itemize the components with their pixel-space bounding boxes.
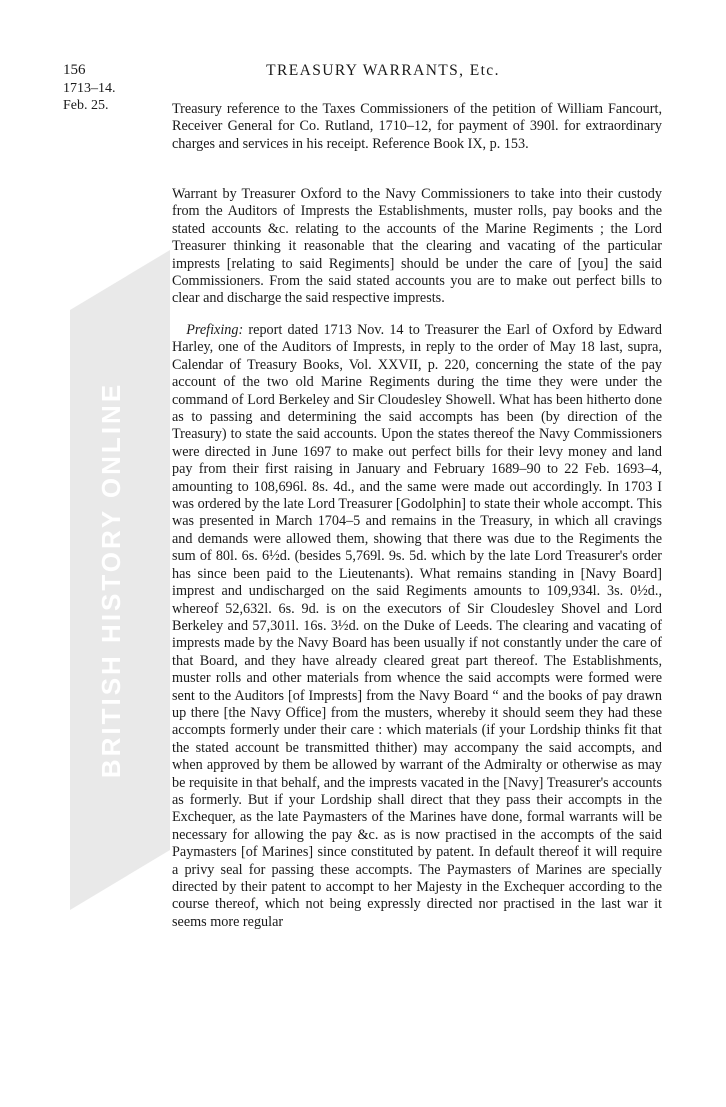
prefixing-label: Prefixing: (186, 322, 244, 338)
entry-warrant: Warrant by Treasurer Oxford to the Navy Commissioners to take into their custody from the Auditors of Imprests the Establishments, muster rolls, pay books and the stated accounts &c. relating to the accounts of the Marine Regiments ; the Lord Treasurer thinking it reasonable that the clearing and vacating of the particular imprests [relating to said Regiments] should be under the care of [you] the said Commissioners. From the said stated accounts you are to make out perfect bills to clear and discharge the said respective imprests. (172, 186, 662, 307)
running-title: TREASURY WARRANTS, Etc. (266, 62, 500, 79)
margin-date: Feb. 25. (63, 98, 109, 113)
prefixing-text: report dated 1713 Nov. 14 to Treasurer the Earl of Oxford by Edward Harley, one of the Auditors of Imprests, in reply to the order of May 18 last, supra, Calendar of Treasury Books, Vol. XXVII, p. 220, concerning the state of the pay account of the two old Marine Regiments during the time they were under the command of Lord Berkeley and Sir Cloudesley Showell. What has been hitherto done as to passing and determining the said accompts has been (by direction of the Treasury) to state the said accounts. Upon the states thereof the Navy Commissioners were directed in June 1697 to make out perfect bills for their levy money and land pay from their first raising in January and February 1689–90 to 22 Feb. 1693–4, amounting to 108,696l. 8s. 4d., and the same were made out accordingly. In 1703 I was ordered by the late Lord Treasurer [Godolphin] to state their whole accompt. This was presented in March 1704–5 and remains in the Treasury, in which all cravings and demands were allowed them, showing that there was due to the Regiments the sum of 80l. 6s. 6½d. (besides 5,769l. 9s. 5d. which by the late Lord Treasurer's order has since been paid to the Lieutenants). What remains standing in [Navy Board] imprest and undischarged on the said Regiments amounts to 109,934l. 3s. 0½d., whereof 52,632l. 6s. 9d. is on the executors of Sir Cloudesley Shovel and Lord Berkeley and 57,301l. 16s. 3½d. on the Duke of Leeds. The clearing and vacating of imprests made by the Navy Board has been usually if not constantly under the care of that Board, and they have already cleared great part thereof. The Establishments, muster rolls and other materials from whence the said accompts were formed were sent to the Auditors [of Imprests] from the Navy Board “ and the books of pay drawn up there [the Navy Office] from the musters, whereby it should seem they had these accompts formerly under their care : which materials (if your Lordship thinks fit that the stated account be transmitted thither) may accompany the said accompts, and when approved by them be allowed by warrant of the Admiralty or otherwise as may be requisite in that behalf, and the imprests vacated in the [Navy] Treasurer's accounts as formerly. But if your Lordship shall direct that they pass their accompts in the Exchequer, as the late Paymasters of the Marines have done, formal warrants will be necessary for allowing the pay &c. as is now practised in the accompts of the said Paymasters [of Marines] since constituted by patent. In default thereof it will require a privy seal for passing these accompts. The Paymasters of Marines are specially directed by their patent to accompt to her Majesty in the Exchequer according to the course thereof, which not being expressly directed nor practised in the last war it seems more regular (172, 322, 663, 930)
watermark (60, 250, 180, 910)
margin-year: 1713–14. (63, 81, 116, 96)
watermark-text: BRITISH HISTORY ONLINE (96, 381, 126, 779)
page-header (63, 62, 663, 84)
page-number: 156 (63, 62, 86, 78)
entry-treasury-reference: Treasury reference to the Taxes Commissioners of the petition of William Fancourt, Receiver General for Co. Rutland, 1710–12, for payment of 390l. for extraordinary charges and services in his receipt. Reference Book IX, p. 153. (172, 101, 662, 152)
entry-prefixing-report (172, 322, 662, 931)
